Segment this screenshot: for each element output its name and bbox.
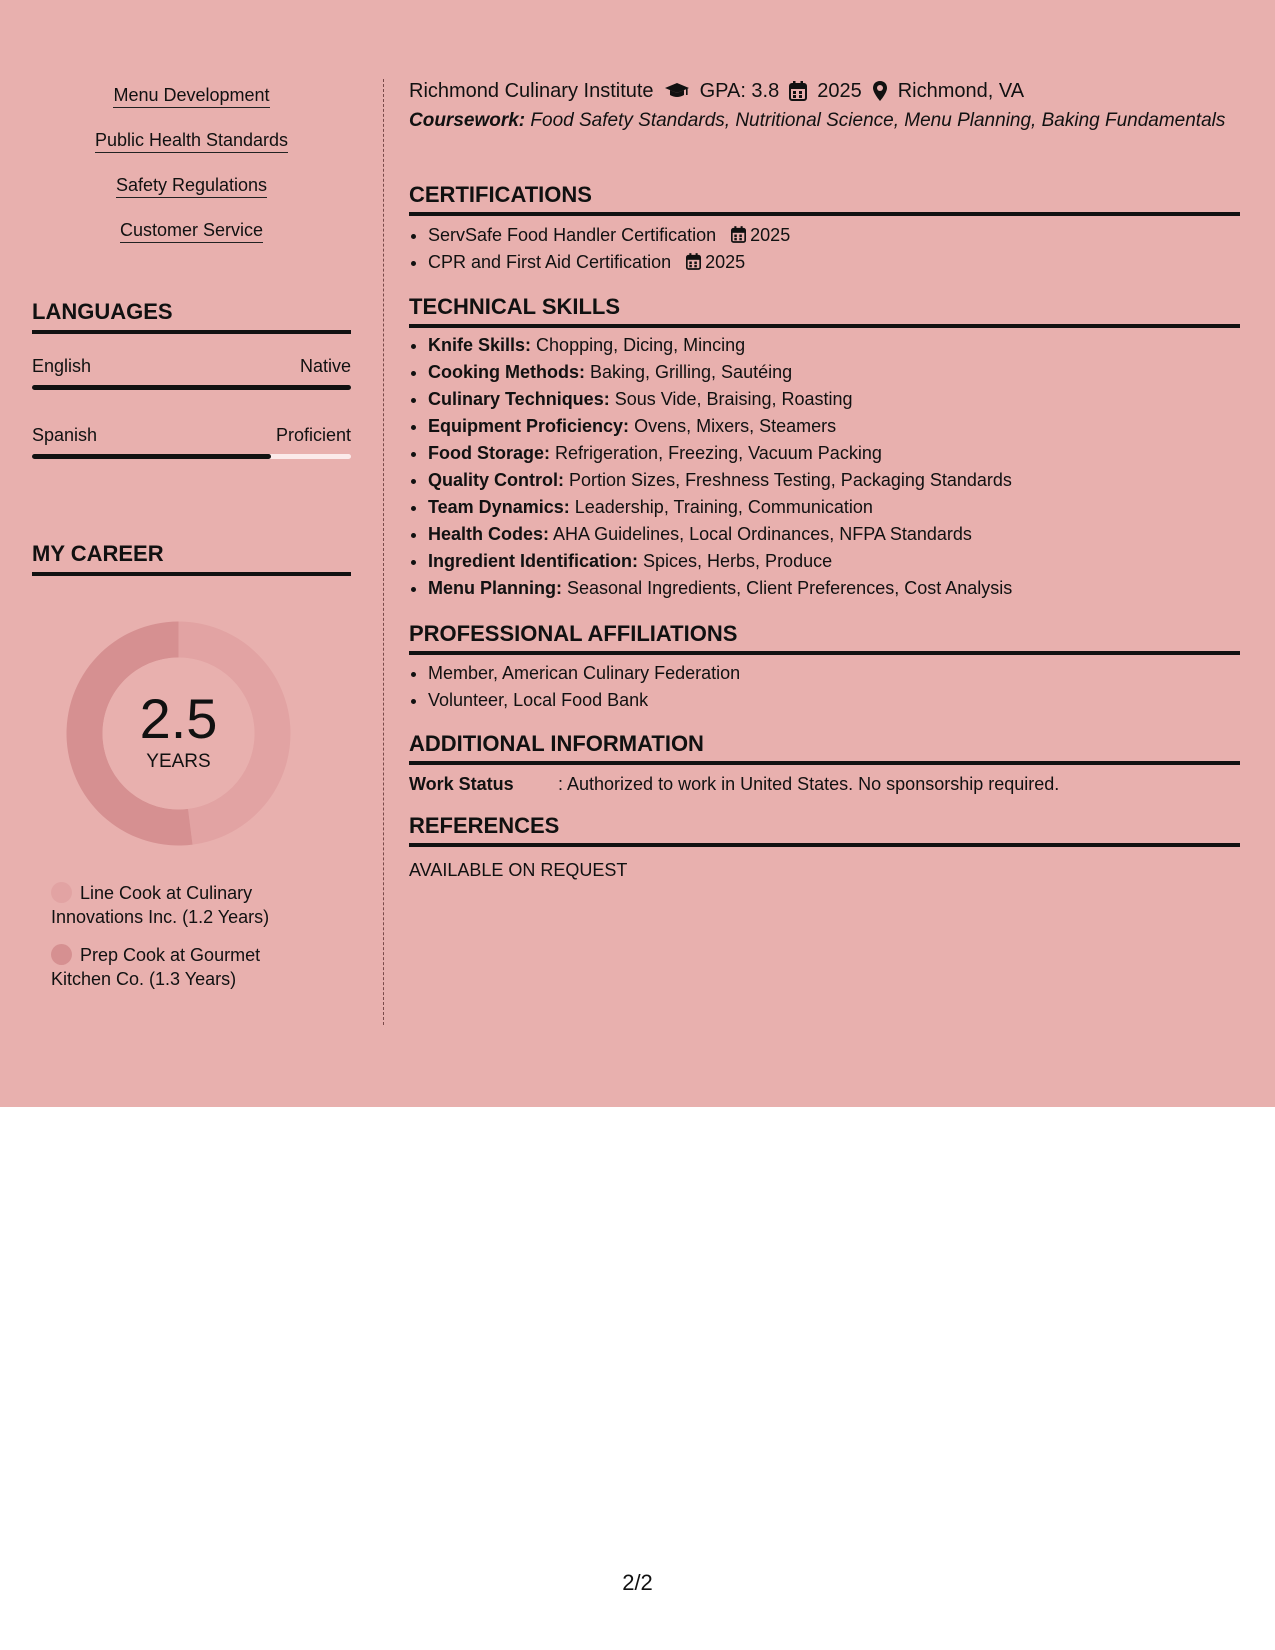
technical-skills-list [409,332,1240,602]
language-level: Native [299,356,351,376]
section-rule [409,761,1240,765]
page-number: 2/2 [622,1570,653,1595]
school-name: Richmond Culinary Institute [409,80,654,102]
coursework-label: Coursework: [409,110,526,131]
gpa: GPA: 3.8 [699,80,780,102]
location-pin-icon [872,80,888,102]
career-section [32,541,351,576]
affiliation-item: • Volunteer, Local Food Bank [428,687,1240,714]
certification-item: • CPR and First Aid Certification 2025 [428,249,1240,276]
affiliations-list [409,660,1240,714]
certifications-list [409,222,1240,276]
education-line [409,78,1240,104]
languages-heading: LANGUAGES [32,299,173,324]
section-rule [409,843,1240,847]
legend-item [51,943,291,991]
section-rule [409,324,1240,328]
work-status-value: : Authorized to work in United States. No sponsorship required. [558,774,1060,794]
language-name: English [32,356,92,376]
section-rule [409,651,1240,655]
affiliation-item: • Member, American Culinary Federation [428,660,1240,687]
language-item [32,355,351,390]
location: Richmond, VA [897,80,1025,102]
skills-list [32,84,351,244]
skill-row: • Health Codes: AHA Guidelines, Local Ordinances, NFPA Standards [428,521,1240,548]
calendar-icon [686,253,701,270]
language-bar-fill [32,454,271,459]
additional-info-section [409,731,1240,795]
language-name: Spanish [32,425,98,445]
career-total: 2.5 [139,687,218,750]
graduation-year: 2025 [817,80,862,102]
certification-item: • ServSafe Food Handler Certification 2025 [428,222,1240,249]
legend-label: Line Cook at Culinary Innovations Inc. (1.2 Years) [51,883,270,927]
language-level: Proficient [275,425,351,445]
certifications-section [409,182,1240,276]
skill-row: • Ingredient Identification: Spices, Herbs, Produce [428,548,1240,575]
graduation-cap-icon [664,81,690,101]
section-rule [409,212,1240,216]
affiliations-heading: PROFESSIONAL AFFILIATIONS [409,621,738,646]
legend-label: Prep Cook at Gourmet Kitchen Co. (1.3 Years) [51,945,261,989]
certifications-heading: CERTIFICATIONS [409,182,592,207]
section-rule [32,572,351,576]
skill-row: • Knife Skills: Chopping, Dicing, Mincing [428,332,1240,359]
sidebar [32,84,351,989]
work-status [409,773,1240,795]
language-bar-fill [32,385,351,390]
skill-row: • Cooking Methods: Baking, Grilling, Sautéing [428,359,1240,386]
references-heading: REFERENCES [409,813,560,838]
language-item [32,424,351,459]
affiliations-section [409,621,1240,714]
technical-skills-section [409,294,1240,602]
work-status-label: Work Status [409,774,514,794]
main-content [409,78,1240,880]
legend-dot [51,944,72,965]
career-unit: YEARS [146,751,211,772]
additional-info-heading: ADDITIONAL INFORMATION [409,731,704,756]
references-section [409,813,1240,881]
skill-row: • Quality Control: Portion Sizes, Freshness Testing, Packaging Standards [428,467,1240,494]
skill-row: • Equipment Proficiency: Ovens, Mixers, Steamers [428,413,1240,440]
skill-row: • Menu Planning: Seasonal Ingredients, Client Preferences, Cost Analysis [428,575,1240,602]
skill-row: • Food Storage: Refrigeration, Freezing, Vacuum Packing [428,440,1240,467]
career-heading: MY CAREER [32,541,164,566]
skill-item: Customer Service [32,219,351,244]
skill-row: • Team Dynamics: Leadership, Training, Communication [428,494,1240,521]
legend-item [51,881,291,929]
skill-item: Menu Development [32,84,351,109]
career-legend [51,881,291,1005]
coursework [409,109,1240,133]
column-divider [383,79,384,1025]
technical-skills-heading: TECHNICAL SKILLS [409,294,621,319]
calendar-icon [789,81,807,101]
references-text: AVAILABLE ON REQUEST [409,860,628,880]
language-bar [32,454,351,459]
skill-row: • Culinary Techniques: Sous Vide, Braising, Roasting [428,386,1240,413]
languages-section [32,299,351,459]
calendar-icon [731,226,746,243]
career-donut-chart [66,621,291,846]
skill-item: Public Health Standards [32,129,351,154]
skill-item: Safety Regulations [32,174,351,199]
language-bar [32,385,351,390]
section-rule [32,330,351,334]
legend-dot [51,882,72,903]
coursework-list: Food Safety Standards, Nutritional Science, Menu Planning, Baking Fundamentals [530,110,1226,131]
